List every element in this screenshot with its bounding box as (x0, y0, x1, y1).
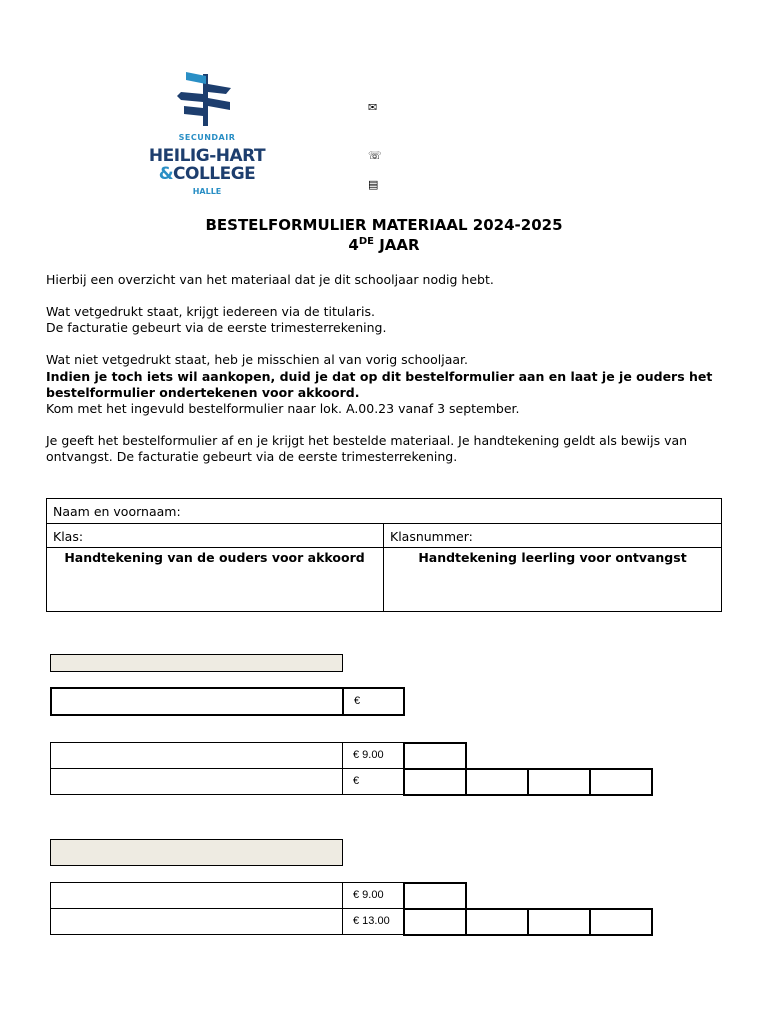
logo-name-line2 (134, 164, 280, 184)
order-row-1-price: € (342, 687, 405, 716)
page-title: BESTELFORMULIER MATERIAAL 2024-2025 (205, 216, 563, 234)
section-header-2 (50, 839, 343, 866)
order-row-5-description[interactable] (50, 908, 343, 935)
intro-paragraph-2a: Wat vetgedrukt staat, krijgt iedereen via de titularis. (46, 304, 375, 319)
order-row-3-box-2[interactable] (465, 768, 529, 796)
order-row-4-description[interactable] (50, 882, 343, 909)
computer-icon: ▤ (368, 178, 379, 191)
order-row-1-description[interactable] (50, 687, 344, 716)
section-header-1 (50, 654, 343, 672)
intro-paragraph-4: Je geeft het bestelformulier af en je krijgt het bestelde materiaal. Je handtekening geldt als bewijs van ontvangst. De facturatie gebeurt via de eerste trimesterrekening. (46, 433, 688, 464)
order-row-3-box-1[interactable] (403, 768, 467, 796)
intro-paragraph-1: Hierbij een overzicht van het materiaal dat je dit schooljaar nodig hebt. (46, 272, 494, 287)
order-row-4-checkbox[interactable] (403, 882, 467, 910)
intro-paragraph-3c: Kom met het ingevuld bestelformulier naar lok. A.00.23 vanaf 3 september. (46, 401, 520, 416)
order-row-2-description[interactable] (50, 742, 343, 769)
order-row-3-box-4[interactable] (589, 768, 653, 796)
order-row-5-box-4[interactable] (589, 908, 653, 936)
grade-word: JAAR (374, 236, 420, 254)
name-label[interactable]: Naam en voornaam: (53, 504, 181, 519)
form-divider-1 (46, 523, 722, 524)
order-row-4-price: € 9.00 (342, 882, 404, 909)
order-row-5-box-1[interactable] (403, 908, 467, 936)
order-row-3-box-3[interactable] (527, 768, 591, 796)
phone-icon: ☏ (368, 149, 382, 162)
intro-paragraph-3a: Wat niet vetgedrukt staat, heb je misschien al van vorig schooljaar. (46, 352, 469, 367)
grade-number: 4 (348, 236, 359, 254)
logo-city: HALLE (192, 187, 222, 196)
logo-ampersand: & (158, 164, 174, 184)
logo-secundair: SECUNDAIR (178, 133, 236, 142)
intro-paragraph-3b: Indien je toch iets wil aankopen, duid je dat op dit bestelformulier aan en laat je je ouders het bestelformulier ondertekenen voor akkoord. (46, 369, 713, 400)
school-logo (134, 70, 280, 202)
logo-college: COLLEGE (173, 164, 256, 184)
page-subtitle (0, 236, 768, 254)
order-row-5-box-2[interactable] (465, 908, 529, 936)
order-row-5-box-3[interactable] (527, 908, 591, 936)
grade-suffix: DE (358, 236, 374, 247)
intro-paragraph-2b: De facturatie gebeurt via de eerste trimesterrekening. (46, 320, 387, 335)
order-row-2-price: € 9.00 (342, 742, 404, 769)
email-icon: ✉ (368, 101, 378, 114)
order-row-2-checkbox[interactable] (403, 742, 467, 770)
student-signature-label[interactable]: Handtekening leerling voor ontvangst (418, 550, 687, 565)
class-number-label[interactable]: Klasnummer: (390, 529, 473, 544)
parents-signature-label[interactable]: Handtekening van de ouders voor akkoord (64, 550, 365, 565)
order-row-3-price: € (342, 768, 404, 795)
order-row-5-price: € 13.00 (342, 908, 404, 935)
signpost-logo-icon (176, 70, 236, 130)
form-divider-2 (46, 547, 722, 548)
logo-name-line1: HEILIG-HART (148, 146, 266, 166)
form-divider-vertical (383, 523, 384, 612)
class-label[interactable]: Klas: (53, 529, 84, 544)
order-row-3-description[interactable] (50, 768, 343, 795)
